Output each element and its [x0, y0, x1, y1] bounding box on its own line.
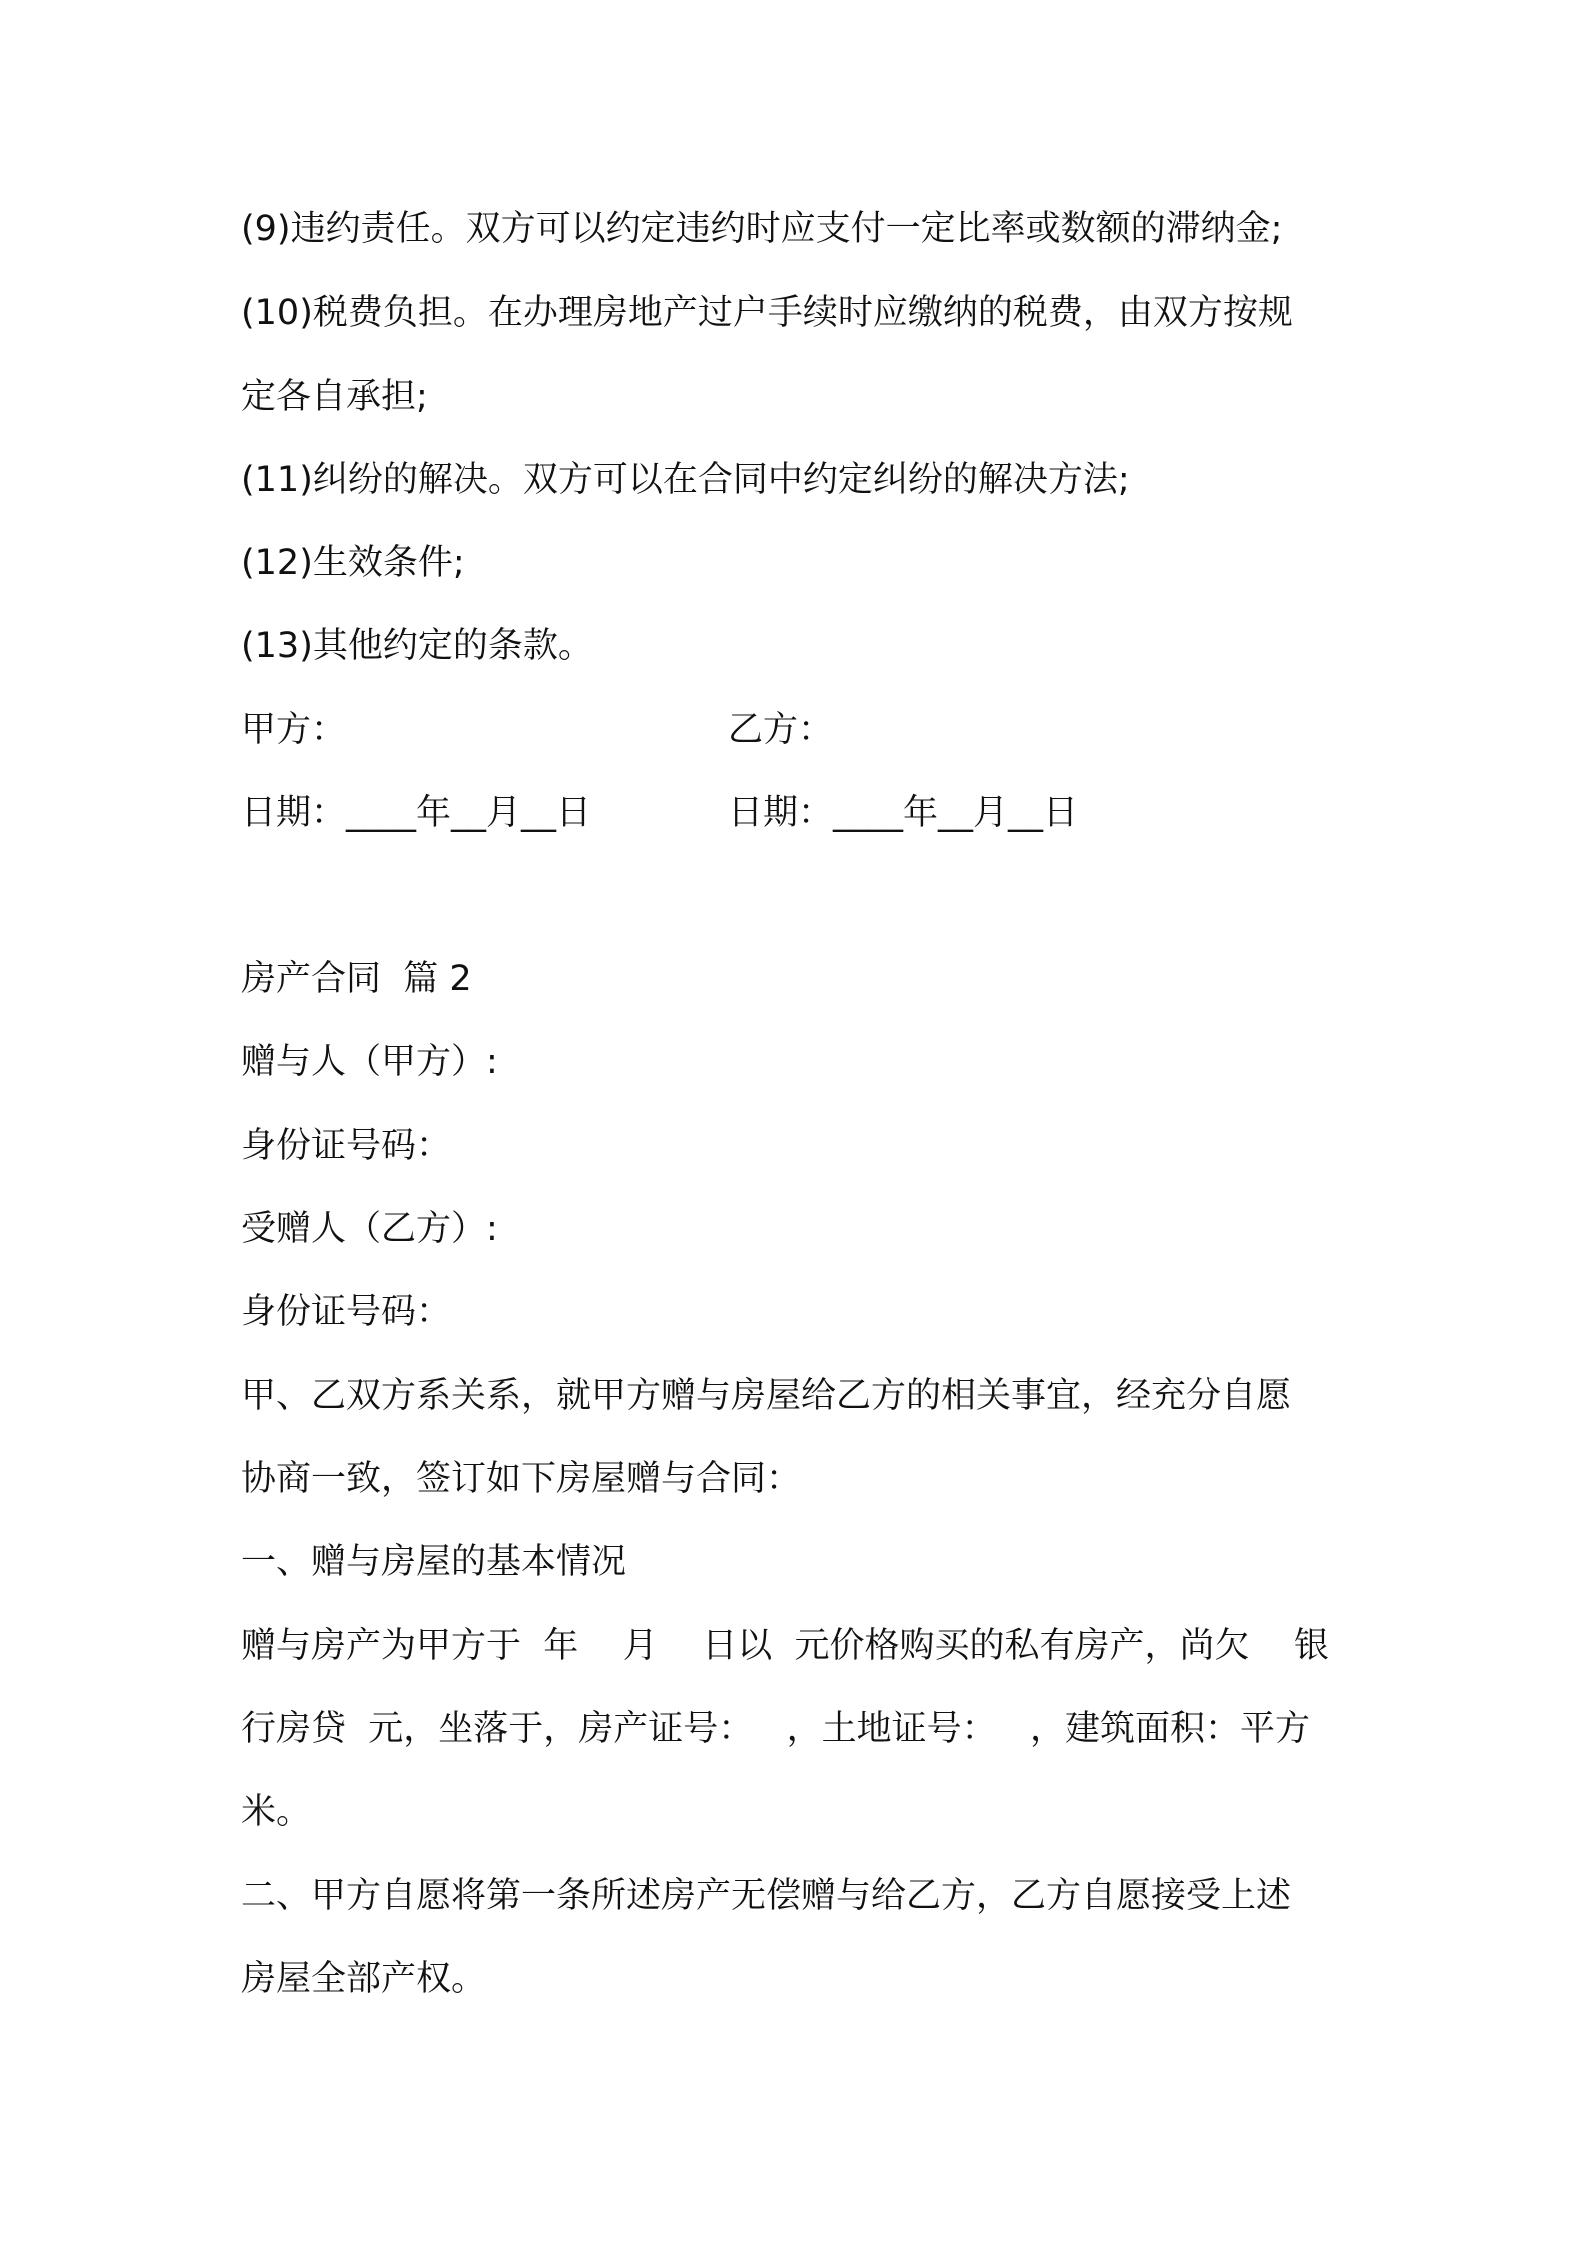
- article-2-line-2: 房屋全部产权。: [241, 1959, 487, 1999]
- article-1-line-1: 赠与房产为甲方于 年 月 日以 元价格购买的私有房产，尚欠 银: [241, 1626, 1330, 1666]
- preamble-line-2: 协商一致，签订如下房屋赠与合同：: [241, 1459, 802, 1499]
- signature-date-row: [241, 792, 1361, 834]
- article-1-line-3: 米。: [241, 1792, 312, 1832]
- clause-12: (12)生效条件;: [241, 543, 465, 583]
- date-b-label: 日期：____年__月__日: [728, 793, 1079, 833]
- signature-party-row: [241, 709, 1361, 751]
- section-title: 房产合同 篇 2: [241, 959, 472, 999]
- donor-label: 赠与人（甲方）:: [241, 1042, 498, 1082]
- article-2-line-1: 二、甲方自愿将第一条所述房产无偿赠与给乙方，乙方自愿接受上述: [241, 1876, 1292, 1916]
- clause-11: (11)纠纷的解决。双方可以在合同中约定纠纷的解决方法;: [241, 460, 1130, 500]
- preamble-line-1: 甲、乙双方系关系，就甲方赠与房屋给乙方的相关事宜，经充分自愿: [241, 1376, 1292, 1416]
- article-1-line-2: 行房贷 元，坐落于，房产证号： ，土地证号： ，建筑面积：平方: [241, 1709, 1311, 1749]
- clause-10-continued: 定各自承担;: [241, 377, 428, 417]
- donee-label: 受赠人（乙方）:: [241, 1209, 498, 1249]
- donor-id-label: 身份证号码：: [241, 1126, 452, 1166]
- article-1-heading: 一、赠与房屋的基本情况: [241, 1542, 627, 1582]
- clause-13: (13)其他约定的条款。: [241, 626, 593, 666]
- date-a-label: 日期：____年__月__日: [241, 793, 592, 833]
- party-b-label: 乙方：: [728, 710, 834, 750]
- donee-id-label: 身份证号码：: [241, 1292, 452, 1332]
- clause-10: (10)税费负担。在办理房地产过户手续时应缴纳的税费，由双方按规: [241, 293, 1293, 333]
- party-a-label: 甲方：: [241, 710, 347, 750]
- clause-9: (9)违约责任。双方可以约定违约时应支付一定比率或数额的滞纳金;: [241, 209, 1283, 249]
